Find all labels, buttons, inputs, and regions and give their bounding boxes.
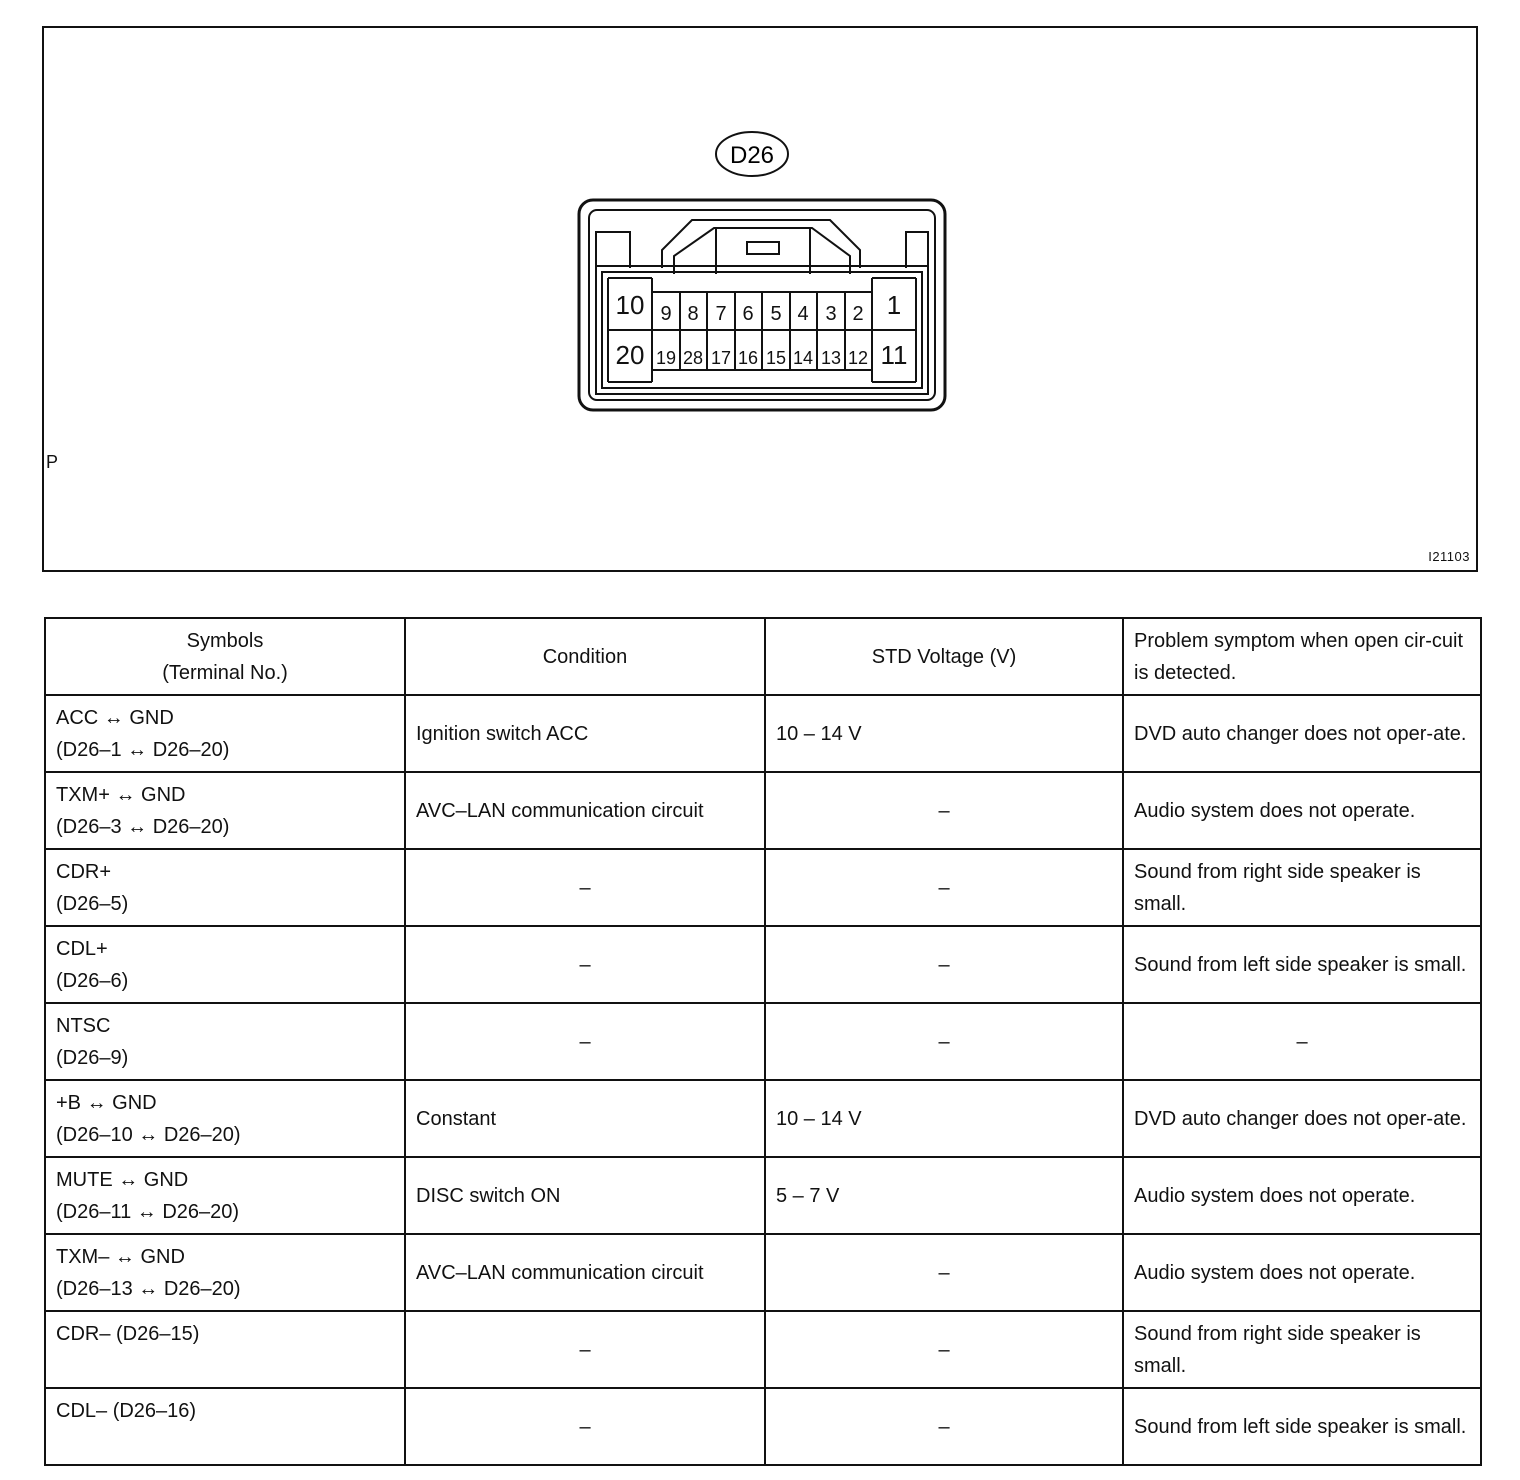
figure-code: I21103 <box>1428 549 1470 564</box>
cell-symptom: Sound from right side speaker is small. <box>1123 1311 1481 1388</box>
side-mark: P <box>46 452 59 472</box>
pin-16: 16 <box>737 348 759 368</box>
cell-symptom: Sound from left side speaker is small. <box>1123 1388 1481 1465</box>
latch-slot <box>747 242 779 254</box>
pin-12: 12 <box>847 348 869 368</box>
connector-drawing <box>44 28 1476 570</box>
cell-symbol: CDR– (D26–15) <box>45 1311 405 1388</box>
pin-2: 2 <box>852 303 864 325</box>
pin-3: 3 <box>825 303 837 325</box>
table-row <box>45 1234 1481 1311</box>
pin-15: 15 <box>765 348 787 368</box>
cell-symbol: MUTE ↔ GND (D26–11 ↔ D26–20) <box>45 1157 405 1234</box>
cell-voltage: – <box>765 1388 1123 1465</box>
pin-6: 6 <box>742 303 754 325</box>
table-row <box>45 772 1481 849</box>
cell-condition: Constant <box>405 1080 765 1157</box>
cell-voltage: 5 – 7 V <box>765 1157 1123 1234</box>
pin-grid <box>608 278 916 382</box>
table-row <box>45 926 1481 1003</box>
pin-19: 19 <box>655 348 677 368</box>
cell-voltage: – <box>765 926 1123 1003</box>
cell-symbol: ACC ↔ GND (D26–1 ↔ D26–20) <box>45 695 405 772</box>
cell-condition: DISC switch ON <box>405 1157 765 1234</box>
cell-condition: – <box>405 1388 765 1465</box>
cell-symbol: TXM– ↔ GND (D26–13 ↔ D26–20) <box>45 1234 405 1311</box>
cell-condition: – <box>405 1003 765 1080</box>
cell-symptom: DVD auto changer does not oper-ate. <box>1123 695 1481 772</box>
cell-voltage: – <box>765 1311 1123 1388</box>
cell-condition: Ignition switch ACC <box>405 695 765 772</box>
pin-17: 17 <box>710 348 732 368</box>
cell-symptom: Sound from left side speaker is small. <box>1123 926 1481 1003</box>
pin-1: 1 <box>886 290 902 320</box>
header-symptom: Problem symptom when open cir-cuit is detected. <box>1123 618 1481 695</box>
cell-voltage: 10 – 14 V <box>765 695 1123 772</box>
cell-symptom: Sound from right side speaker is small. <box>1123 849 1481 926</box>
cell-condition: – <box>405 1311 765 1388</box>
table-header-row <box>45 618 1481 695</box>
connector-label: D26 <box>729 142 775 169</box>
left-tab <box>596 232 630 268</box>
table-row <box>45 695 1481 772</box>
cell-voltage: – <box>765 772 1123 849</box>
connector-figure <box>42 26 1478 572</box>
cell-symptom: Audio system does not operate. <box>1123 1234 1481 1311</box>
cell-symptom: DVD auto changer does not oper-ate. <box>1123 1080 1481 1157</box>
pin-20: 20 <box>615 340 645 370</box>
cell-voltage: 10 – 14 V <box>765 1080 1123 1157</box>
table-row <box>45 1311 1481 1388</box>
cell-voltage: – <box>765 1234 1123 1311</box>
pin-5: 5 <box>770 303 782 325</box>
cell-symbol: CDR+ (D26–5) <box>45 849 405 926</box>
right-tab <box>906 232 928 268</box>
terminal-spec-table <box>44 617 1482 1466</box>
cell-condition: AVC–LAN communication circuit <box>405 772 765 849</box>
cell-symbol: NTSC (D26–9) <box>45 1003 405 1080</box>
cell-symbol: CDL+ (D26–6) <box>45 926 405 1003</box>
cell-symbol: CDL– (D26–16) <box>45 1388 405 1465</box>
pin-4: 4 <box>797 303 809 325</box>
cell-voltage: – <box>765 849 1123 926</box>
latch-walls <box>716 228 810 274</box>
cell-symbol: +B ↔ GND (D26–10 ↔ D26–20) <box>45 1080 405 1157</box>
table-row <box>45 1157 1481 1234</box>
cell-voltage: – <box>765 1003 1123 1080</box>
pin-13: 13 <box>820 348 842 368</box>
pin-9: 9 <box>660 303 672 325</box>
table-row <box>45 849 1481 926</box>
latch-inner <box>674 228 850 274</box>
cell-condition: – <box>405 849 765 926</box>
pin-28: 28 <box>682 348 704 368</box>
pin-11: 11 <box>880 340 908 370</box>
pin-8: 8 <box>687 303 699 325</box>
pin-7: 7 <box>715 303 727 325</box>
cell-symbol: TXM+ ↔ GND (D26–3 ↔ D26–20) <box>45 772 405 849</box>
table-row <box>45 1003 1481 1080</box>
pin-10: 10 <box>615 290 645 320</box>
cell-condition: – <box>405 926 765 1003</box>
cell-symptom: Audio system does not operate. <box>1123 772 1481 849</box>
header-symbols: Symbols (Terminal No.) <box>45 618 405 695</box>
table-row <box>45 1080 1481 1157</box>
pin-14: 14 <box>792 348 814 368</box>
cell-symptom: Audio system does not operate. <box>1123 1157 1481 1234</box>
header-condition: Condition <box>405 618 765 695</box>
header-voltage: STD Voltage (V) <box>765 618 1123 695</box>
cell-condition: AVC–LAN communication circuit <box>405 1234 765 1311</box>
cell-symptom: – <box>1123 1003 1481 1080</box>
table-row <box>45 1388 1481 1465</box>
